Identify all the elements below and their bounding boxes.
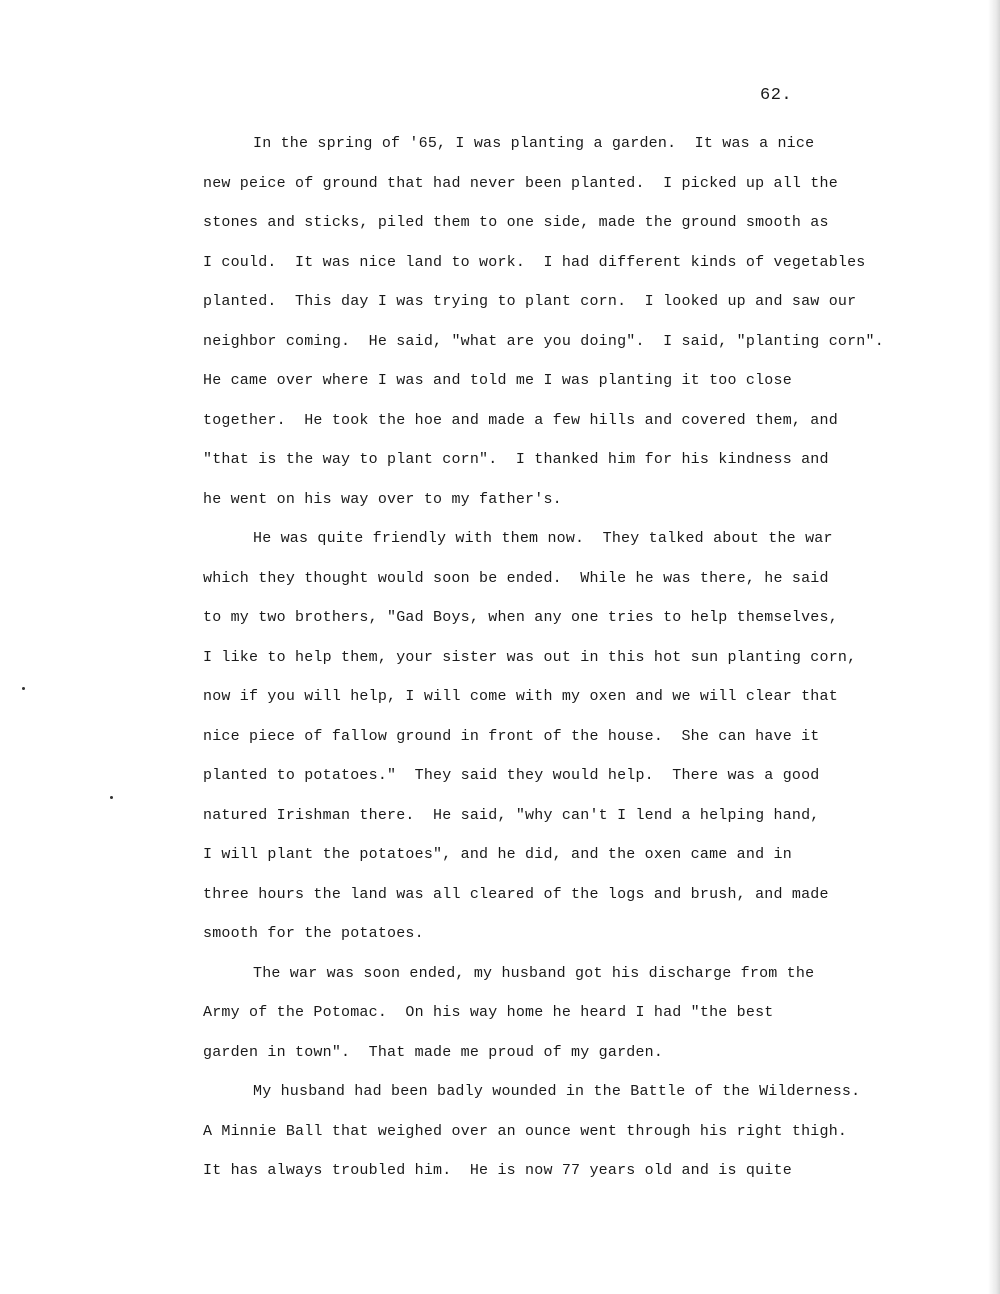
scan-speck	[22, 687, 25, 690]
text-line: which they thought would soon be ended. While he was there, he said	[203, 569, 829, 587]
text-line: stones and sticks, piled them to one side, made the ground smooth as	[203, 214, 829, 231]
text-line: I could. It was nice land to work. I had different kinds of vegetables	[203, 253, 866, 271]
text-line: In the spring of '65, I was planting a garden. It was a nice	[253, 135, 815, 152]
text-line: He was quite friendly with them now. They talked about the war	[253, 530, 833, 547]
scan-speck	[110, 796, 113, 799]
page-number: 62.	[760, 86, 793, 105]
text-line: to my two brothers, "Gad Boys, when any one tries to help themselves,	[203, 609, 838, 626]
text-line: three hours the land was all cleared of the logs and brush, and made	[203, 885, 829, 903]
text-line: "that is the way to plant corn". I thanked him for his kindness and	[203, 451, 829, 468]
text-line: nice piece of fallow ground in front of the house. She can have it	[203, 727, 820, 745]
text-line: It has always troubled him. He is now 77 years old and is quite	[203, 1162, 792, 1179]
text-line: smooth for the potatoes.	[203, 925, 424, 942]
text-line: planted. This day I was trying to plant corn. I looked up and saw our	[203, 293, 857, 310]
text-line: now if you will help, I will come with my oxen and we will clear that	[203, 688, 838, 705]
text-line: together. He took the hoe and made a few hills and covered them, and	[203, 411, 838, 429]
text-line: planted to potatoes." They said they would help. There was a good	[203, 767, 820, 784]
text-line: A Minnie Ball that weighed over an ounce went through his right thigh.	[203, 1122, 848, 1140]
text-line: neighbor coming. He said, "what are you doing". I said, "planting corn".	[203, 332, 884, 350]
text-line: new peice of ground that had never been planted. I picked up all the	[203, 174, 838, 192]
scan-edge-shadow	[988, 0, 1000, 1294]
text-line: My husband had been badly wounded in the Battle of the Wilderness.	[253, 1083, 861, 1100]
text-line: He came over where I was and told me I was planting it too close	[203, 372, 792, 389]
text-line: Army of the Potomac. On his way home he heard I had "the best	[203, 1004, 774, 1021]
text-line: natured Irishman there. He said, "why can't I lend a helping hand,	[203, 806, 820, 824]
text-line: garden in town". That made me proud of my garden.	[203, 1043, 664, 1061]
text-line: I like to help them, your sister was out in this hot sun planting corn,	[203, 648, 857, 666]
text-line: I will plant the potatoes", and he did, and the oxen came and in	[203, 846, 792, 863]
text-line: The war was soon ended, my husband got his discharge from the	[253, 964, 815, 982]
text-line: he went on his way over to my father's.	[203, 490, 562, 508]
page-body-text	[203, 130, 983, 1197]
